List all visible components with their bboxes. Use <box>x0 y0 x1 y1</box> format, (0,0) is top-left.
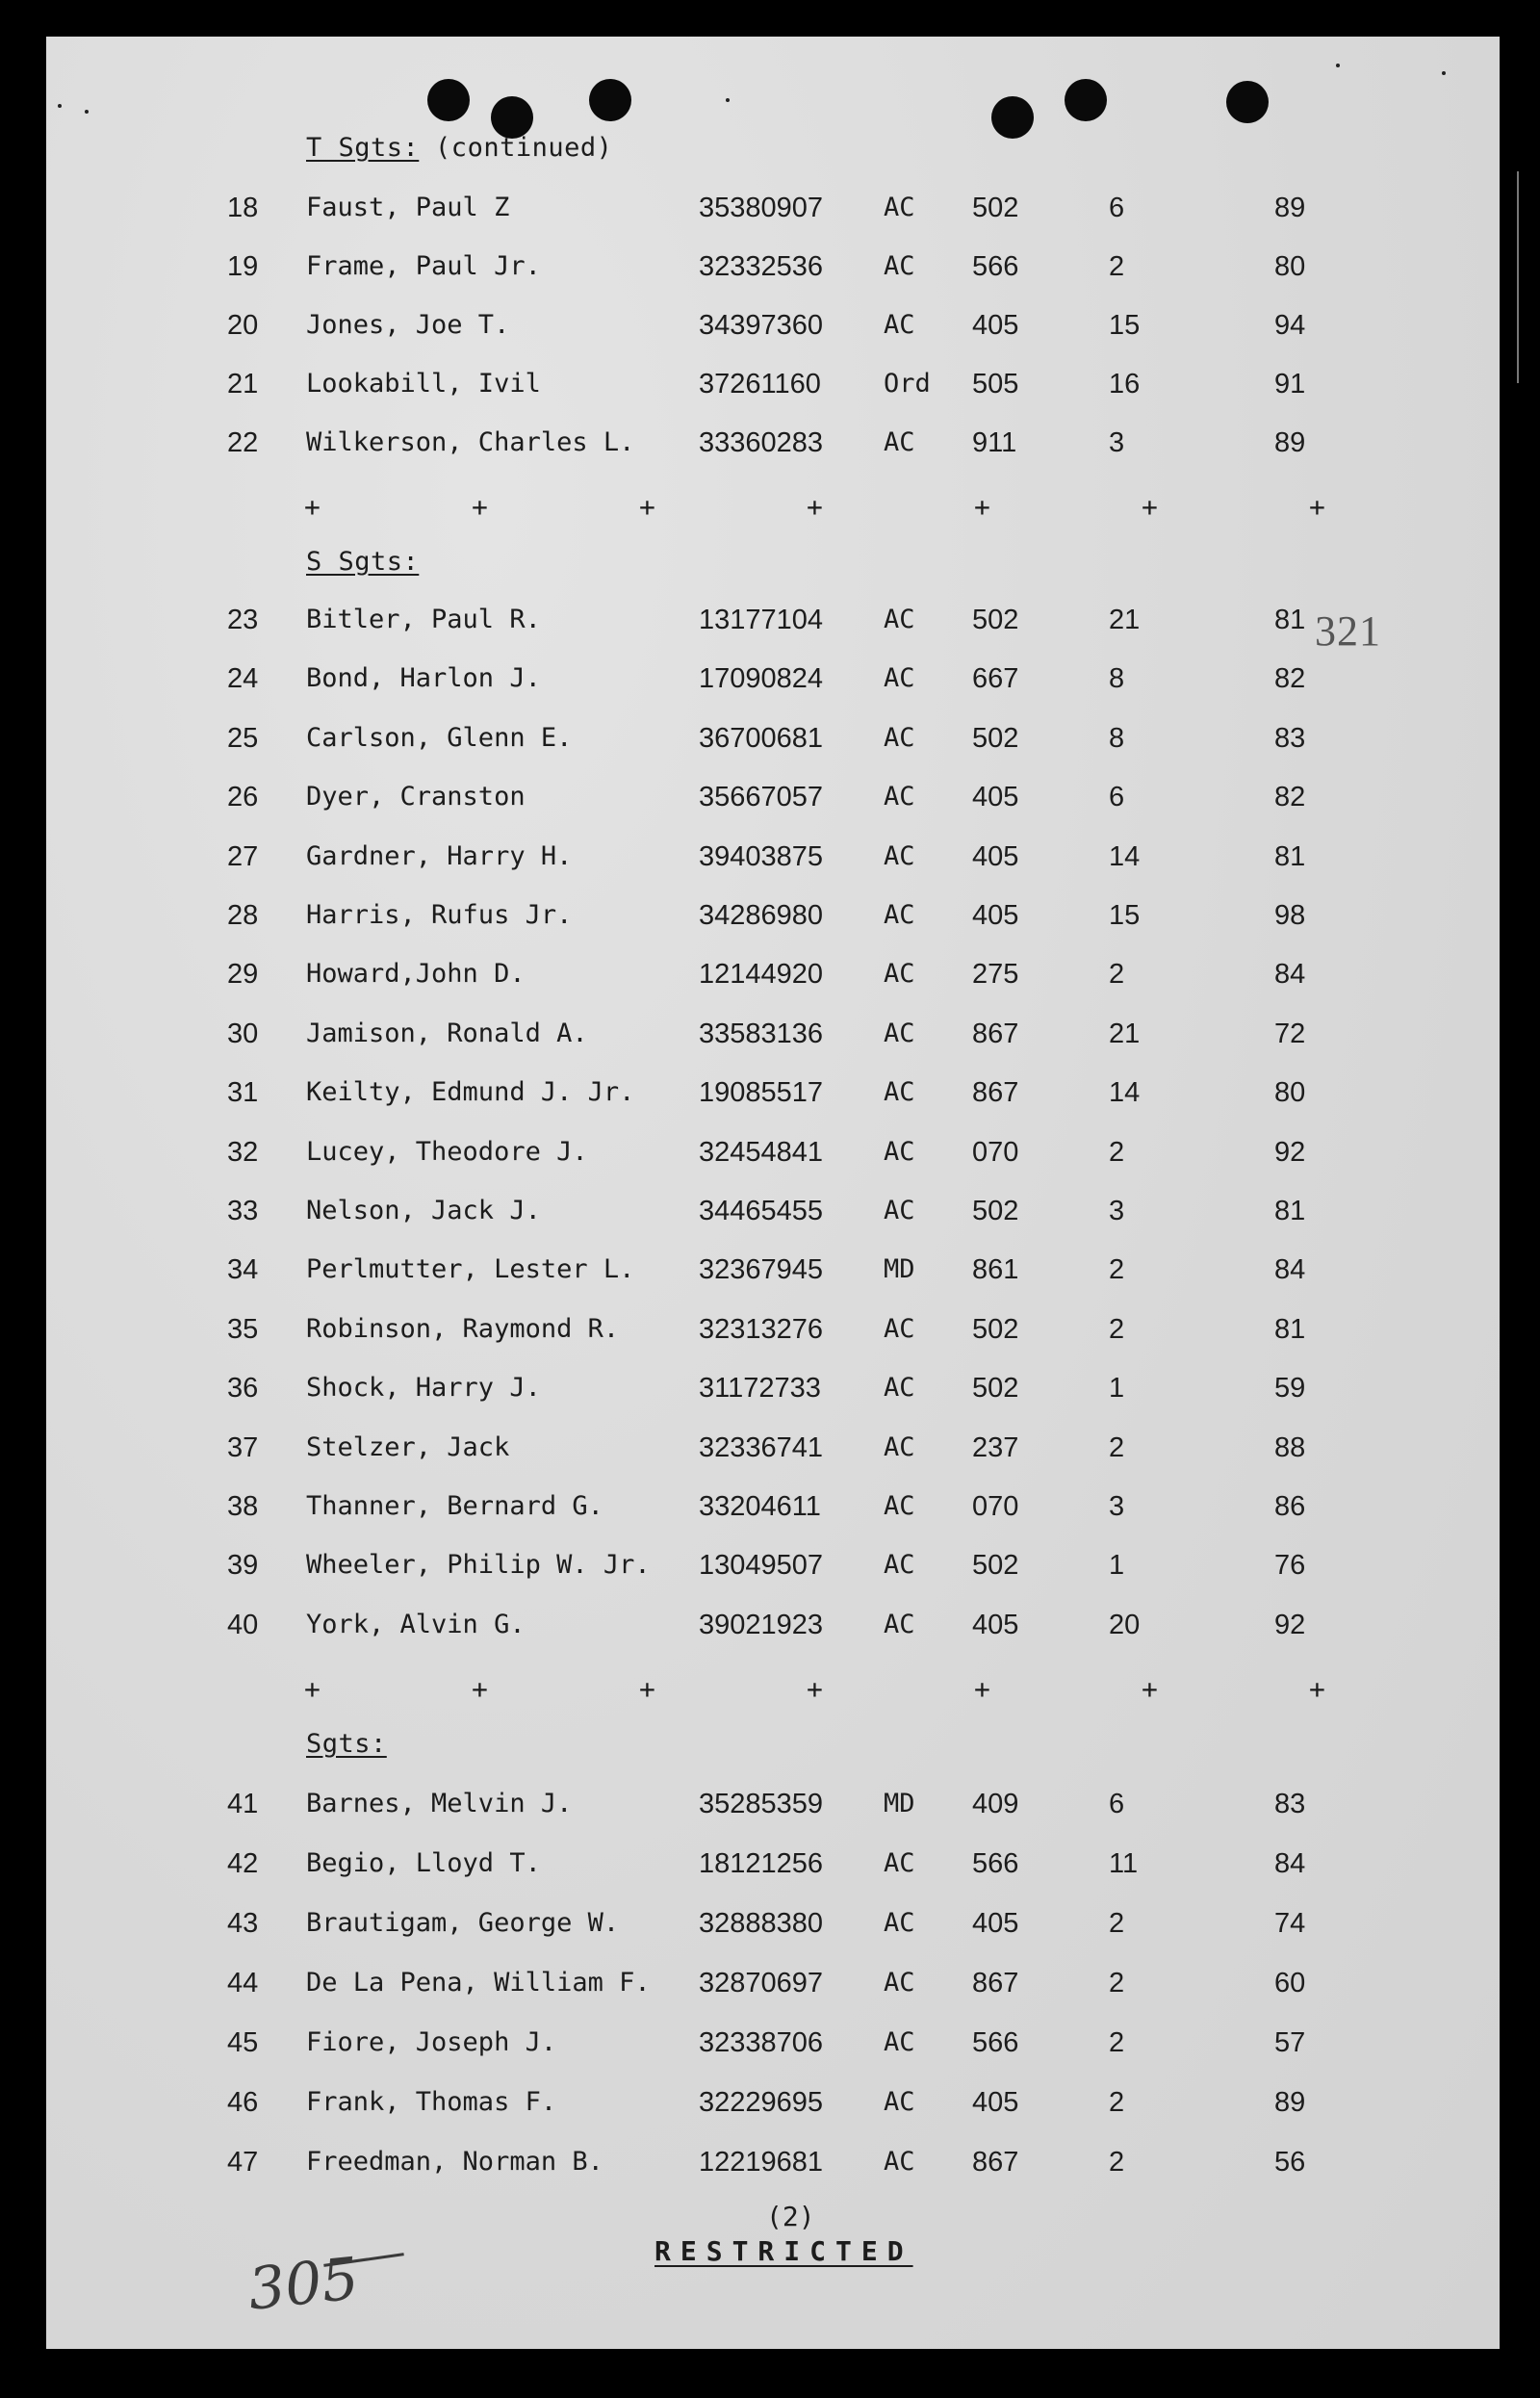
months-value: 2 <box>1109 959 1125 990</box>
roster-row <box>0 1254 1540 1293</box>
section-heading <box>306 1729 387 1759</box>
months-value: 2 <box>1109 1137 1125 1168</box>
soldier-name: Lucey, Theodore J. <box>306 1137 588 1167</box>
row-number: 44 <box>227 1968 259 1998</box>
punch-hole <box>1065 79 1107 121</box>
soldier-name: Stelzer, Jack <box>306 1432 510 1462</box>
soldier-name: Fiore, Joseph J. <box>306 2027 557 2057</box>
branch: AC <box>884 1137 915 1167</box>
score-value: 84 <box>1274 1254 1306 1285</box>
speck <box>1336 64 1340 67</box>
row-number: 30 <box>227 1019 259 1049</box>
soldier-name: Lookabill, Ivil <box>306 369 541 399</box>
score-value: 82 <box>1274 663 1306 694</box>
row-number: 27 <box>227 841 259 872</box>
score-value: 89 <box>1274 2087 1306 2118</box>
branch: AC <box>884 782 915 812</box>
roster-row <box>0 369 1540 407</box>
serial-number: 32888380 <box>699 1908 824 1939</box>
branch: AC <box>884 1908 915 1938</box>
score-value: 81 <box>1274 605 1306 635</box>
score-value: 86 <box>1274 1491 1306 1522</box>
row-number: 42 <box>227 1848 259 1879</box>
specialty-code: 405 <box>972 310 1019 341</box>
row-number: 41 <box>227 1789 259 1819</box>
soldier-name: Jones, Joe T. <box>306 310 510 340</box>
months-value: 15 <box>1109 900 1141 931</box>
serial-number: 36700681 <box>699 723 824 754</box>
specialty-code: 405 <box>972 1610 1019 1640</box>
roster-row <box>0 900 1540 939</box>
score-value: 82 <box>1274 782 1306 812</box>
serial-number: 32338706 <box>699 2027 824 2058</box>
specialty-code: 405 <box>972 2087 1019 2118</box>
specialty-code: 861 <box>972 1254 1019 1285</box>
branch: AC <box>884 193 915 222</box>
handwritten-note: 305 <box>244 2245 362 2324</box>
serial-number: 35285359 <box>699 1789 824 1819</box>
score-value: 89 <box>1274 193 1306 223</box>
roster-row <box>0 1019 1540 1057</box>
roster-row <box>0 663 1540 702</box>
branch: AC <box>884 427 915 457</box>
branch: AC <box>884 1196 915 1225</box>
score-value: 74 <box>1274 1908 1306 1939</box>
months-value: 2 <box>1109 1432 1125 1463</box>
section-title-suffix: (continued) <box>419 133 613 163</box>
roster-row <box>0 2087 1540 2126</box>
speck <box>726 98 730 102</box>
months-value: 3 <box>1109 1196 1125 1226</box>
soldier-name: Shock, Harry J. <box>306 1373 541 1403</box>
punch-hole <box>427 79 470 121</box>
months-value: 2 <box>1109 1968 1125 1998</box>
serial-number: 13177104 <box>699 605 824 635</box>
specialty-code: 867 <box>972 2147 1019 2178</box>
score-value: 83 <box>1274 1789 1306 1819</box>
months-value: 15 <box>1109 310 1141 341</box>
speck <box>1442 71 1446 75</box>
branch: Ord <box>884 369 931 399</box>
roster-row <box>0 782 1540 820</box>
specialty-code: 502 <box>972 1314 1019 1345</box>
roster-row <box>0 2027 1540 2066</box>
separator-mark: + <box>304 1673 321 1705</box>
specialty-code: 275 <box>972 959 1019 990</box>
roster-row <box>0 1137 1540 1175</box>
months-value: 2 <box>1109 2027 1125 2058</box>
months-value: 20 <box>1109 1610 1141 1640</box>
row-number: 28 <box>227 900 259 931</box>
specialty-code: 566 <box>972 2027 1019 2058</box>
separator-mark: + <box>1142 491 1158 523</box>
stamp-number: 321 <box>1315 607 1381 655</box>
branch: AC <box>884 1314 915 1344</box>
months-value: 2 <box>1109 1314 1125 1345</box>
months-value: 1 <box>1109 1550 1125 1581</box>
serial-number: 18121256 <box>699 1848 824 1879</box>
separator-mark: + <box>1309 1673 1325 1705</box>
row-number: 39 <box>227 1550 259 1581</box>
months-value: 8 <box>1109 723 1125 754</box>
score-value: 91 <box>1274 369 1306 400</box>
soldier-name: York, Alvin G. <box>306 1610 526 1639</box>
branch: AC <box>884 1610 915 1639</box>
branch: AC <box>884 1077 915 1107</box>
separator-mark: + <box>639 1673 655 1705</box>
roster-row <box>0 2147 1540 2185</box>
row-number: 26 <box>227 782 259 812</box>
specialty-code: 667 <box>972 663 1019 694</box>
branch: AC <box>884 2027 915 2057</box>
score-value: 84 <box>1274 959 1306 990</box>
serial-number: 33204611 <box>699 1491 821 1522</box>
serial-number: 35380907 <box>699 193 824 223</box>
score-value: 81 <box>1274 841 1306 872</box>
row-number: 18 <box>227 193 259 223</box>
row-number: 31 <box>227 1077 259 1108</box>
speck <box>58 104 62 108</box>
specialty-code: 502 <box>972 1196 1019 1226</box>
branch: AC <box>884 2087 915 2117</box>
roster-row <box>0 427 1540 466</box>
punch-hole <box>991 96 1034 139</box>
specialty-code: 502 <box>972 1550 1019 1581</box>
branch: AC <box>884 1432 915 1462</box>
row-number: 33 <box>227 1196 259 1226</box>
row-number: 47 <box>227 2147 259 2178</box>
branch: AC <box>884 841 915 871</box>
soldier-name: Perlmutter, Lester L. <box>306 1254 635 1284</box>
roster-row <box>0 1789 1540 1827</box>
score-value: 57 <box>1274 2027 1306 2058</box>
score-value: 81 <box>1274 1314 1306 1345</box>
row-number: 29 <box>227 959 259 990</box>
score-value: 92 <box>1274 1610 1306 1640</box>
roster-row <box>0 1908 1540 1947</box>
separator-mark: + <box>304 491 321 523</box>
months-value: 16 <box>1109 369 1141 400</box>
serial-number: 39403875 <box>699 841 824 872</box>
page-number: (2) <box>766 2201 815 2232</box>
specialty-code: 502 <box>972 1373 1019 1404</box>
score-value: 80 <box>1274 1077 1306 1108</box>
score-value: 59 <box>1274 1373 1306 1404</box>
specialty-code: 409 <box>972 1789 1019 1819</box>
score-value: 76 <box>1274 1550 1306 1581</box>
serial-number: 32336741 <box>699 1432 824 1463</box>
specialty-code: 502 <box>972 605 1019 635</box>
section-heading <box>306 547 419 577</box>
serial-number: 33360283 <box>699 427 824 458</box>
roster-row <box>0 1077 1540 1116</box>
branch: AC <box>884 1491 915 1521</box>
months-value: 21 <box>1109 605 1141 635</box>
roster-row <box>0 1373 1540 1411</box>
row-number: 19 <box>227 251 259 282</box>
serial-number: 34397360 <box>699 310 824 341</box>
soldier-name: Harris, Rufus Jr. <box>306 900 573 930</box>
soldier-name: Thanner, Bernard G. <box>306 1491 603 1521</box>
roster-row <box>0 1848 1540 1887</box>
serial-number: 34465455 <box>699 1196 824 1226</box>
row-number: 45 <box>227 2027 259 2058</box>
months-value: 2 <box>1109 1908 1125 1939</box>
soldier-name: Faust, Paul Z <box>306 193 510 222</box>
roster-row <box>0 723 1540 761</box>
branch: AC <box>884 605 915 634</box>
soldier-name: Gardner, Harry H. <box>306 841 573 871</box>
row-number: 36 <box>227 1373 259 1404</box>
roster-row <box>0 251 1540 290</box>
serial-number: 33583136 <box>699 1019 824 1049</box>
months-value: 3 <box>1109 1491 1125 1522</box>
branch: AC <box>884 723 915 753</box>
branch: AC <box>884 1550 915 1580</box>
serial-number: 32367945 <box>699 1254 824 1285</box>
separator-mark: + <box>807 491 823 523</box>
serial-number: 13049507 <box>699 1550 824 1581</box>
row-number: 25 <box>227 723 259 754</box>
serial-number: 12144920 <box>699 959 824 990</box>
specialty-code: 502 <box>972 193 1019 223</box>
score-value: 56 <box>1274 2147 1306 2178</box>
branch: AC <box>884 1968 915 1998</box>
classification-footer: RESTRICTED <box>654 2235 913 2267</box>
soldier-name: Jamison, Ronald A. <box>306 1019 588 1048</box>
soldier-name: Dyer, Cranston <box>306 782 526 812</box>
row-number: 34 <box>227 1254 259 1285</box>
score-value: 81 <box>1274 1196 1306 1226</box>
row-number: 23 <box>227 605 259 635</box>
serial-number: 19085517 <box>699 1077 824 1108</box>
row-number: 37 <box>227 1432 259 1463</box>
score-value: 92 <box>1274 1137 1306 1168</box>
specialty-code: 405 <box>972 1908 1019 1939</box>
branch: AC <box>884 900 915 930</box>
specialty-code: 070 <box>972 1137 1019 1168</box>
branch: AC <box>884 959 915 989</box>
roster-row <box>0 605 1540 643</box>
serial-number: 32332536 <box>699 251 824 282</box>
specialty-code: 867 <box>972 1019 1019 1049</box>
roster-row <box>0 1550 1540 1588</box>
specialty-code: 405 <box>972 900 1019 931</box>
soldier-name: Howard,John D. <box>306 959 526 989</box>
roster-row <box>0 959 1540 997</box>
separator-mark: + <box>472 1673 488 1705</box>
separator-mark: + <box>639 491 655 523</box>
roster-row <box>0 1968 1540 2006</box>
serial-number: 31172733 <box>699 1373 821 1404</box>
row-number: 35 <box>227 1314 259 1345</box>
soldier-name: Bond, Harlon J. <box>306 663 541 693</box>
months-value: 11 <box>1109 1848 1139 1879</box>
roster-row <box>0 841 1540 880</box>
branch: AC <box>884 251 915 281</box>
serial-number: 32229695 <box>699 2087 824 2118</box>
serial-number: 12219681 <box>699 2147 824 2178</box>
branch: AC <box>884 663 915 693</box>
soldier-name: Frank, Thomas F. <box>306 2087 557 2117</box>
serial-number: 34286980 <box>699 900 824 931</box>
branch: MD <box>884 1789 915 1818</box>
punch-hole <box>589 79 631 121</box>
specialty-code: 405 <box>972 782 1019 812</box>
soldier-name: Bitler, Paul R. <box>306 605 541 634</box>
branch: AC <box>884 1848 915 1878</box>
score-value: 83 <box>1274 723 1306 754</box>
speck <box>85 110 89 114</box>
specialty-code: 867 <box>972 1077 1019 1108</box>
score-value: 84 <box>1274 1848 1306 1879</box>
row-number: 32 <box>227 1137 259 1168</box>
soldier-name: Keilty, Edmund J. Jr. <box>306 1077 635 1107</box>
specialty-code: 070 <box>972 1491 1019 1522</box>
months-value: 3 <box>1109 427 1125 458</box>
roster-row <box>0 1491 1540 1530</box>
row-number: 20 <box>227 310 259 341</box>
row-number: 24 <box>227 663 259 694</box>
row-number: 46 <box>227 2087 259 2118</box>
row-number: 38 <box>227 1491 259 1522</box>
separator-mark: + <box>974 1673 990 1705</box>
soldier-name: Nelson, Jack J. <box>306 1196 541 1225</box>
serial-number: 32313276 <box>699 1314 824 1345</box>
months-value: 8 <box>1109 663 1125 694</box>
soldier-name: Barnes, Melvin J. <box>306 1789 573 1818</box>
row-number: 21 <box>227 369 259 400</box>
roster-row <box>0 1314 1540 1353</box>
soldier-name: Robinson, Raymond R. <box>306 1314 620 1344</box>
serial-number: 37261160 <box>699 369 821 400</box>
separator-mark: + <box>974 491 990 523</box>
months-value: 14 <box>1109 841 1141 872</box>
soldier-name: Wilkerson, Charles L. <box>306 427 635 457</box>
score-value: 94 <box>1274 310 1306 341</box>
separator-row <box>0 491 1540 523</box>
separator-mark: + <box>472 491 488 523</box>
specialty-code: 505 <box>972 369 1019 400</box>
roster-row <box>0 310 1540 348</box>
score-value: 72 <box>1274 1019 1306 1049</box>
specialty-code: 237 <box>972 1432 1019 1463</box>
roster-row <box>0 193 1540 231</box>
branch: AC <box>884 1373 915 1403</box>
soldier-name: Begio, Lloyd T. <box>306 1848 541 1878</box>
soldier-name: Frame, Paul Jr. <box>306 251 541 281</box>
soldier-name: De La Pena, William F. <box>306 1968 651 1998</box>
branch: AC <box>884 1019 915 1048</box>
specialty-code: 405 <box>972 841 1019 872</box>
row-number: 40 <box>227 1610 259 1640</box>
months-value: 2 <box>1109 1254 1125 1285</box>
months-value: 6 <box>1109 1789 1125 1819</box>
row-number: 43 <box>227 1908 259 1939</box>
serial-number: 32870697 <box>699 1968 824 1998</box>
branch: AC <box>884 2147 915 2177</box>
section-title: T Sgts: <box>306 133 420 163</box>
score-value: 88 <box>1274 1432 1306 1463</box>
serial-number: 35667057 <box>699 782 824 812</box>
soldier-name: Brautigam, George W. <box>306 1908 620 1938</box>
separator-mark: + <box>807 1673 823 1705</box>
score-value: 98 <box>1274 900 1306 931</box>
serial-number: 32454841 <box>699 1137 824 1168</box>
score-value: 60 <box>1274 1968 1306 1998</box>
months-value: 2 <box>1109 251 1125 282</box>
specialty-code: 502 <box>972 723 1019 754</box>
section-heading <box>306 133 612 163</box>
months-value: 14 <box>1109 1077 1141 1108</box>
soldier-name: Freedman, Norman B. <box>306 2147 603 2177</box>
roster-row <box>0 1432 1540 1471</box>
score-value: 80 <box>1274 251 1306 282</box>
branch: MD <box>884 1254 915 1284</box>
months-value: 2 <box>1109 2147 1125 2178</box>
soldier-name: Wheeler, Philip W. Jr. <box>306 1550 651 1580</box>
separator-mark: + <box>1142 1673 1158 1705</box>
specialty-code: 867 <box>972 1968 1019 1998</box>
months-value: 2 <box>1109 2087 1125 2118</box>
section-title: S Sgts: <box>306 547 420 577</box>
soldier-name: Carlson, Glenn E. <box>306 723 573 753</box>
section-title: Sgts: <box>306 1729 387 1759</box>
row-number: 22 <box>227 427 259 458</box>
specialty-code: 566 <box>972 1848 1019 1879</box>
months-value: 1 <box>1109 1373 1125 1404</box>
separator-mark: + <box>1309 491 1325 523</box>
punch-hole <box>1226 81 1269 123</box>
roster-row <box>0 1610 1540 1648</box>
specialty-code: 566 <box>972 251 1019 282</box>
months-value: 21 <box>1109 1019 1141 1049</box>
separator-row <box>0 1673 1540 1705</box>
specialty-code: 911 <box>972 427 1017 458</box>
serial-number: 39021923 <box>699 1610 824 1640</box>
months-value: 6 <box>1109 193 1125 223</box>
serial-number: 17090824 <box>699 663 824 694</box>
branch: AC <box>884 310 915 340</box>
months-value: 6 <box>1109 782 1125 812</box>
roster-row <box>0 1196 1540 1234</box>
score-value: 89 <box>1274 427 1306 458</box>
